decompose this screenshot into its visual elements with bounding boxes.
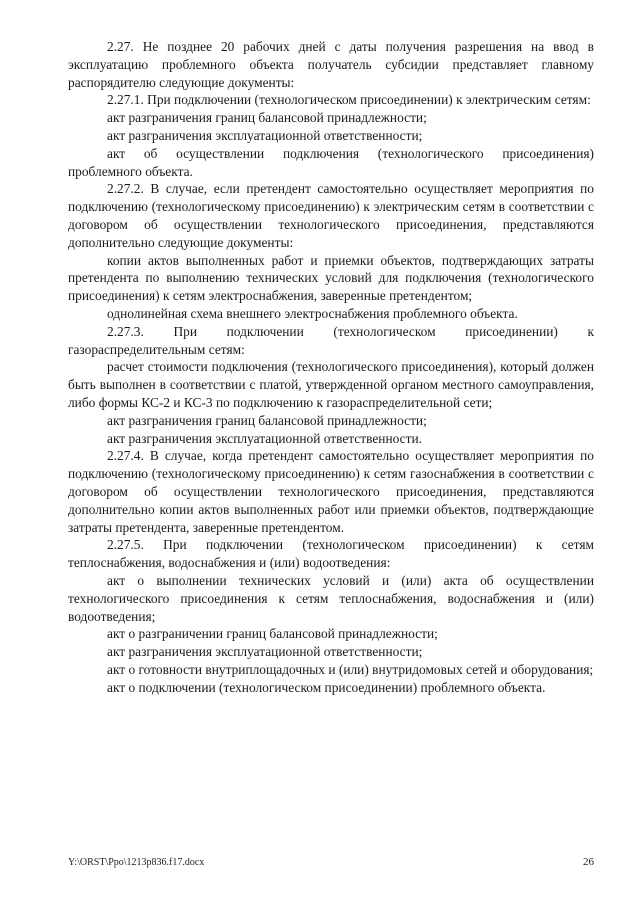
paragraph-2-27-2: 2.27.2. В случае, если претендент самостоятельно осуществляет мероприятия по подключению (технологическому присоединению) к электрическим сетям в соответствии с договором об осуществлении технологического присоединения, представляются дополнительно следующие документы: xyxy=(68,181,594,250)
list-item: акт разграничения эксплуатационной ответственности; xyxy=(107,644,423,660)
list-item: акт об осуществлении подключения (технологического присоединения) проблемного объекта. xyxy=(68,145,594,179)
list-item: акт о выполнении технических условий и (или) акта об осуществлении технологического присоединения к сетям теплоснабжения, водоснабжения и (или) водоотведения; xyxy=(68,572,594,624)
list-item: копии актов выполненных работ и приемки объектов, подтверждающих затраты претендента по выполнению технических условий для подключения (технологического присоединения) к сетям электроснабжения, заверенные претендентом; xyxy=(68,252,594,304)
list-item: акт разграничения эксплуатационной ответственности. xyxy=(107,430,422,446)
paragraph-2-27: 2.27. Не позднее 20 рабочих дней с даты получения разрешения на ввод в эксплуатацию проблемного объекта получатель субсидии представляет главному распорядителю следующие документы: xyxy=(68,39,594,90)
document-body xyxy=(68,38,594,696)
paragraph-2-27-3: 2.27.3. При подключении (технологическом присоединении) к газораспределительным сетям: xyxy=(68,323,594,357)
list-item: акт разграничения границ балансовой принадлежности; xyxy=(107,110,427,126)
list-item: акт разграничения эксплуатационной ответственности; xyxy=(107,127,423,143)
list-item: однолинейная схема внешнего электроснабжения проблемного объекта. xyxy=(107,305,518,321)
list-item: акт о подключении (технологическом присоединении) проблемного объекта. xyxy=(107,679,546,695)
footer-file-path: Y:\ORST\Ppo\1213p836.f17.docx xyxy=(68,857,205,868)
paragraph-2-27-1: 2.27.1. При подключении (технологическом присоединении) к электрическим сетям: xyxy=(107,92,591,108)
list-item: акт разграничения границ балансовой принадлежности; xyxy=(107,412,427,428)
paragraph-2-27-5: 2.27.5. При подключении (технологическом присоединении) к сетям теплоснабжения, водоснабжения и (или) водоотведения: xyxy=(68,537,594,571)
list-item: акт о разграничении границ балансовой принадлежности; xyxy=(107,626,438,642)
list-item: расчет стоимости подключения (технологического присоединения), который должен быть выполнен в соответствии с платой, утвержденной органом местного самоуправления, либо формы КС-2 и КС-3 по подключению к газораспределительной сети; xyxy=(68,359,594,410)
paragraph-2-27-4: 2.27.4. В случае, когда претендент самостоятельно осуществляет мероприятия по подключению (технологическому присоединению) к сетям газоснабжения в соответствии с договором об осуществлении технологического присоединения, представляются дополнительно копии актов выполненных работ или приемки объектов, подтверждающие затраты претендента, заверенные претендентом. xyxy=(68,448,594,535)
page-number: 26 xyxy=(583,856,594,868)
list-item: акт о готовности внутриплощадочных и (или) внутридомовых сетей и оборудования; xyxy=(107,661,594,677)
